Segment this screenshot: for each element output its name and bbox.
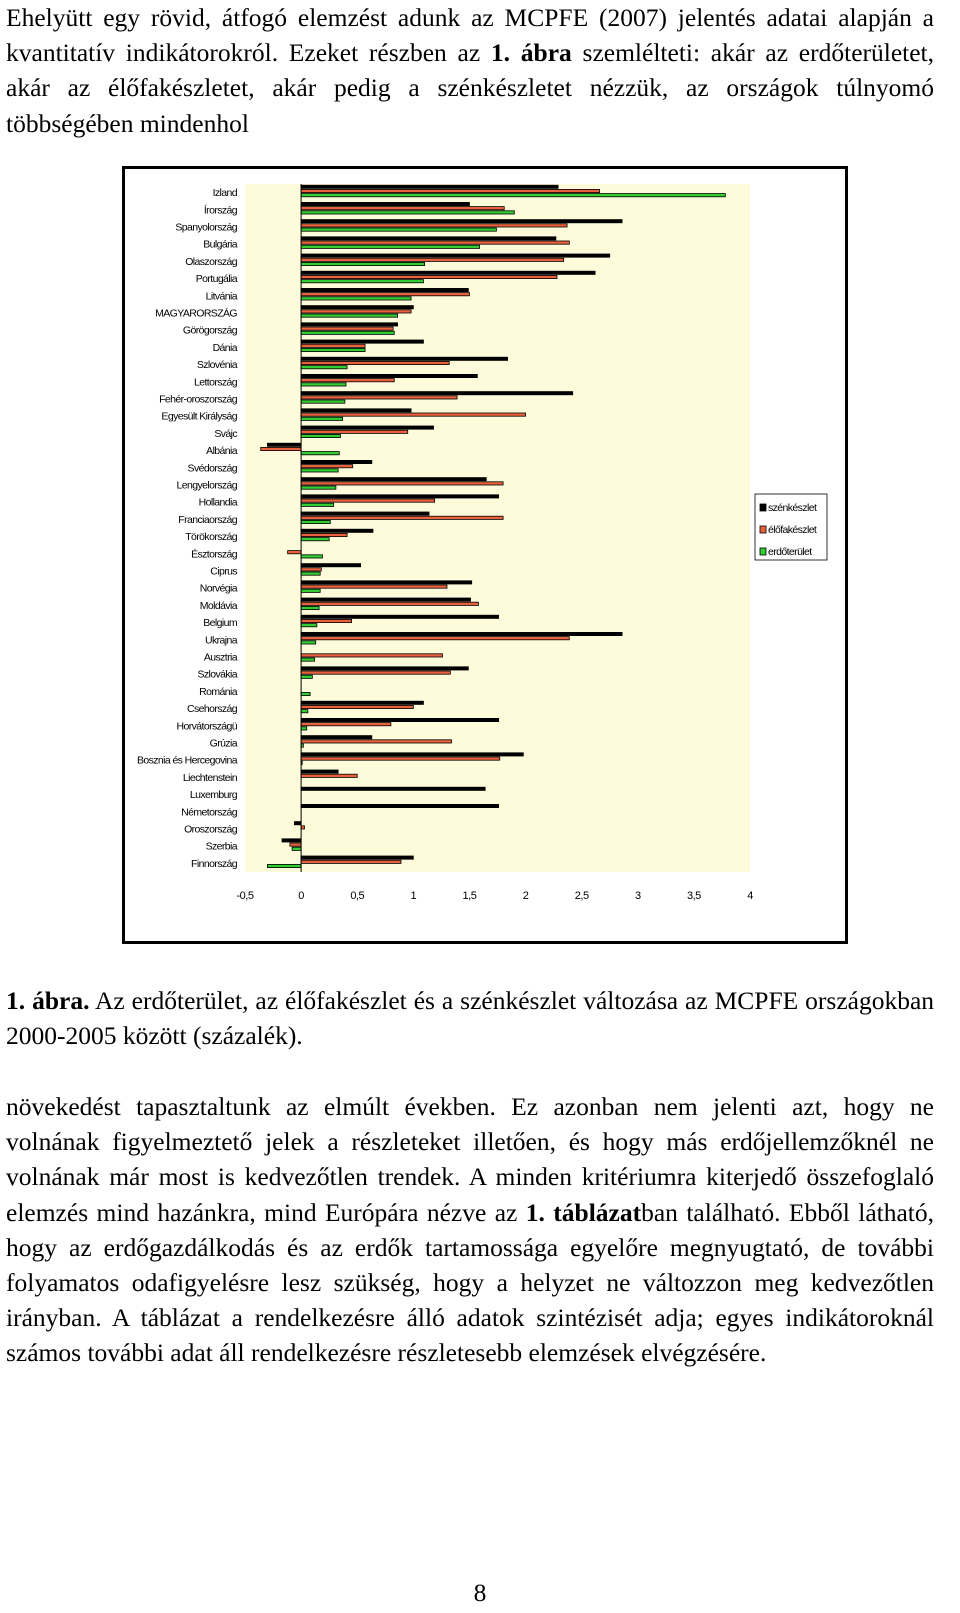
- category-label: Svédország: [187, 462, 237, 475]
- bar-growing-stock: [301, 310, 411, 313]
- category-label: Norvégia: [199, 582, 237, 595]
- bar-carbon: [294, 822, 301, 825]
- caption-text: Az erdőterület, az élőfakészlet és a szénkészlet változása az MCPFE országokban 2000-2005 között (százalék).: [6, 986, 935, 1051]
- x-tick-label: 0: [298, 890, 304, 902]
- legend-swatch: [760, 526, 766, 533]
- bar-carbon: [301, 856, 413, 859]
- bar-growing-stock: [301, 482, 503, 485]
- bar-growing-stock: [301, 293, 469, 296]
- category-label: Olaszország: [185, 255, 237, 268]
- bar-growing-stock: [301, 413, 525, 416]
- page-number: 8: [473, 1578, 487, 1607]
- bar-growing-stock: [301, 275, 557, 278]
- category-label: Horvátországü: [176, 720, 237, 733]
- bar-carbon: [301, 271, 595, 274]
- bar-carbon: [301, 512, 429, 515]
- bar-forest-area: [301, 383, 346, 386]
- bar-growing-stock: [301, 585, 447, 588]
- bar-growing-stock: [301, 602, 478, 605]
- bar-carbon: [301, 667, 468, 670]
- bar-carbon: [301, 357, 507, 360]
- paragraph-bottom: [6, 1089, 934, 1371]
- bar-growing-stock: [301, 757, 500, 760]
- bar-growing-stock: [301, 189, 600, 192]
- bar-carbon: [301, 753, 523, 756]
- plot-area: [245, 184, 750, 872]
- category-label: Bosznia és Hercegovina: [136, 754, 237, 767]
- bar-growing-stock: [301, 379, 394, 382]
- paragraph-top-rest: szemlélteti: akár az erdőterületet, akár az élőfakészletet, akár pedig a szénkészletet nézzük, az országok túlnyomó többségében mindenhol: [6, 38, 935, 138]
- bar-carbon: [301, 288, 468, 291]
- category-label: Finnország: [191, 857, 237, 870]
- bar-growing-stock: [301, 705, 413, 708]
- bar-forest-area: [267, 864, 301, 867]
- bar-forest-area: [301, 555, 322, 558]
- paragraph-top: [6, 0, 934, 141]
- bar-carbon: [301, 202, 469, 205]
- bar-forest-area: [301, 520, 330, 523]
- figure-reference: 1. ábra: [490, 38, 572, 68]
- category-label: Észtország: [191, 548, 237, 561]
- x-tick-label: 0,5: [350, 890, 365, 902]
- category-label: Törökország: [185, 531, 237, 544]
- bar-forest-area: [301, 228, 496, 231]
- bar-growing-stock: [301, 224, 567, 227]
- category-label: Liechtenstein: [182, 771, 237, 784]
- bar-growing-stock: [301, 723, 391, 726]
- caption-label: 1. ábra.: [6, 986, 90, 1015]
- legend-swatch: [760, 504, 766, 511]
- paragraph-bottom-rest: ban található. Ebből látható, hogy az erdőgazdálkodás és az erdők tartamossága egyelőre megnyugtató, de további folyamatos odafigyelésre lesz szükség, hogy a helyzet ne változzon meg kedvezőtlen irányban. A táblázat a rendelkezésre álló adatok szintézisét adja; egyes indikátoroknál számos további adat áll rendelkezésre részletesebb elemzések elvégzésére.: [6, 1197, 934, 1368]
- bar-carbon: [301, 770, 338, 773]
- bar-carbon: [301, 581, 472, 584]
- category-label: Lettország: [193, 376, 237, 389]
- x-tick-label: 4: [747, 890, 753, 902]
- bar-carbon: [301, 409, 411, 412]
- category-label: Románia: [199, 685, 237, 698]
- bar-forest-area: [301, 434, 340, 437]
- category-label: Portugália: [195, 273, 237, 286]
- legend-label: élőfakészlet: [768, 524, 817, 536]
- category-label: Ukrajna: [205, 634, 237, 647]
- legend-label: erdőterület: [768, 546, 812, 558]
- bar-growing-stock: [261, 447, 301, 450]
- bar-growing-stock: [301, 241, 569, 244]
- category-label: Csehország: [186, 703, 237, 716]
- category-label: Görögország: [182, 324, 237, 337]
- bar-carbon: [301, 254, 610, 257]
- category-label: Németország: [181, 806, 237, 819]
- x-tick-label: 3: [634, 890, 641, 902]
- x-tick-label: 3,5: [686, 890, 701, 902]
- bar-growing-stock: [301, 344, 365, 347]
- bar-growing-stock: [301, 396, 457, 399]
- bar-carbon: [301, 220, 622, 223]
- category-label: Luxemburg: [189, 789, 237, 802]
- figure-caption: [6, 983, 934, 1053]
- bar-carbon: [301, 306, 413, 309]
- bar-forest-area: [301, 727, 307, 730]
- bar-carbon: [301, 529, 373, 532]
- bar-forest-area: [301, 589, 320, 592]
- bar-forest-area: [301, 486, 336, 489]
- category-label: Belgium: [203, 617, 237, 630]
- bar-growing-stock: [301, 619, 352, 622]
- bar-forest-area: [301, 331, 394, 334]
- bar-forest-area: [301, 710, 308, 713]
- bar-forest-area: [301, 641, 316, 644]
- category-label: MAGYARORSZÁG: [155, 307, 237, 320]
- legend-swatch: [760, 548, 766, 555]
- bar-growing-stock: [301, 361, 449, 364]
- bar-growing-stock: [301, 826, 304, 829]
- bar-forest-area: [301, 692, 310, 695]
- bar-carbon: [301, 374, 477, 377]
- bar-carbon: [301, 598, 470, 601]
- bar-growing-stock: [301, 637, 569, 640]
- bar-growing-stock: [301, 740, 451, 743]
- bar-carbon: [301, 478, 486, 481]
- bar-carbon: [267, 443, 301, 446]
- bar-carbon: [301, 460, 372, 463]
- bar-carbon: [301, 615, 499, 618]
- bar-carbon: [301, 185, 558, 188]
- x-tick-label: 2,5: [574, 890, 589, 902]
- category-label: Írország: [203, 204, 237, 217]
- category-label: Ciprus: [210, 565, 237, 578]
- category-label: Spanyolország: [175, 221, 237, 234]
- bar-forest-area: [301, 194, 725, 197]
- category-label: Hollandia: [198, 496, 237, 509]
- bar-growing-stock: [288, 551, 301, 554]
- bar-growing-stock: [301, 774, 357, 777]
- bar-growing-stock: [301, 207, 504, 210]
- bar-forest-area: [301, 348, 365, 351]
- category-label: Moldávia: [199, 599, 237, 612]
- bar-carbon: [301, 564, 360, 567]
- category-label: Izland: [212, 187, 237, 200]
- bar-forest-area: [301, 658, 314, 661]
- bar-carbon: [301, 392, 573, 395]
- bar-forest-area: [301, 503, 334, 506]
- bar-carbon: [301, 718, 499, 721]
- category-label: Szlovénia: [196, 359, 237, 372]
- category-label: Bulgária: [203, 238, 237, 251]
- x-tick-label: -0,5: [236, 890, 254, 902]
- bar-carbon: [301, 804, 499, 807]
- bar-carbon: [301, 495, 499, 498]
- bar-carbon: [301, 323, 398, 326]
- bar-growing-stock: [301, 327, 393, 330]
- table-reference: 1. táblázat: [525, 1197, 642, 1227]
- bar-forest-area: [301, 675, 312, 678]
- bar-carbon: [301, 632, 622, 635]
- category-label: Fehér-oroszország: [159, 393, 237, 406]
- category-label: Grúzia: [209, 737, 237, 750]
- bar-growing-stock: [301, 533, 347, 536]
- paragraph-top-text: Ehelyütt egy rövid, átfogó elemzést adunk az MCPFE (2007) jelentés adatai alapján a kvantitatív indikátorokról. Ezeket részben az: [6, 3, 934, 68]
- bar-carbon: [301, 736, 372, 739]
- bar-carbon: [301, 237, 556, 240]
- bar-growing-stock: [301, 516, 503, 519]
- category-label: Egyesült Királyság: [161, 410, 237, 423]
- bar-growing-stock: [301, 860, 401, 863]
- category-label: Litvánia: [205, 290, 237, 303]
- chart-frame: [122, 166, 848, 944]
- category-label: Oroszország: [184, 823, 237, 836]
- bar-forest-area: [301, 606, 319, 609]
- bar-forest-area: [301, 469, 338, 472]
- bar-growing-stock: [290, 843, 301, 846]
- legend-label: szénkészlet: [768, 502, 817, 514]
- category-label: Albánia: [206, 445, 237, 458]
- bar-growing-stock: [301, 258, 564, 261]
- bar-carbon: [301, 340, 423, 343]
- x-tick-label: 2: [522, 890, 529, 902]
- bar-growing-stock: [301, 465, 353, 468]
- bar-carbon: [301, 426, 433, 429]
- x-tick-label: 1,5: [462, 890, 477, 902]
- bar-forest-area: [301, 211, 514, 214]
- category-label: Lengyelország: [176, 479, 237, 492]
- bar-carbon: [301, 701, 423, 704]
- bar-forest-area: [301, 538, 329, 541]
- category-label: Franciaország: [178, 513, 237, 526]
- bar-forest-area: [301, 262, 424, 265]
- bar-forest-area: [301, 572, 320, 575]
- bar-forest-area: [301, 366, 347, 369]
- x-tick-label: 1: [410, 890, 417, 902]
- bar-forest-area: [301, 417, 343, 420]
- bar-carbon: [301, 787, 485, 790]
- category-label: Svájc: [214, 427, 237, 440]
- paragraph-bottom-text: növekedést tapasztaltunk az elmúlt években. Ez azonban nem jelenti azt, hogy ne volnának figyelmeztető jelek a részleteket illetően, és hogy más erdőjellemzőknél ne volnának már most is kedvezőtlen trendek. A minden kritériumra kiterjedő összefoglaló elemzés mind hazánkra, mind Európára nézve az: [6, 1092, 934, 1227]
- category-label: Szlovákia: [197, 668, 237, 681]
- bar-forest-area: [301, 624, 317, 627]
- category-label: Ausztria: [203, 651, 237, 664]
- bar-forest-area: [301, 452, 339, 455]
- category-label: Szerbia: [205, 840, 237, 853]
- bar-forest-area: [301, 314, 398, 317]
- bar-forest-area: [301, 280, 423, 283]
- bar-chart: [125, 169, 845, 941]
- bar-forest-area: [301, 297, 411, 300]
- bar-forest-area: [292, 847, 301, 850]
- bar-growing-stock: [301, 430, 408, 433]
- bar-growing-stock: [301, 671, 450, 674]
- bar-growing-stock: [301, 654, 442, 657]
- bar-carbon: [282, 839, 301, 842]
- bar-forest-area: [301, 400, 345, 403]
- bar-forest-area: [301, 245, 479, 248]
- bar-growing-stock: [301, 499, 435, 502]
- bar-growing-stock: [301, 568, 321, 571]
- category-label: Dánia: [212, 341, 237, 354]
